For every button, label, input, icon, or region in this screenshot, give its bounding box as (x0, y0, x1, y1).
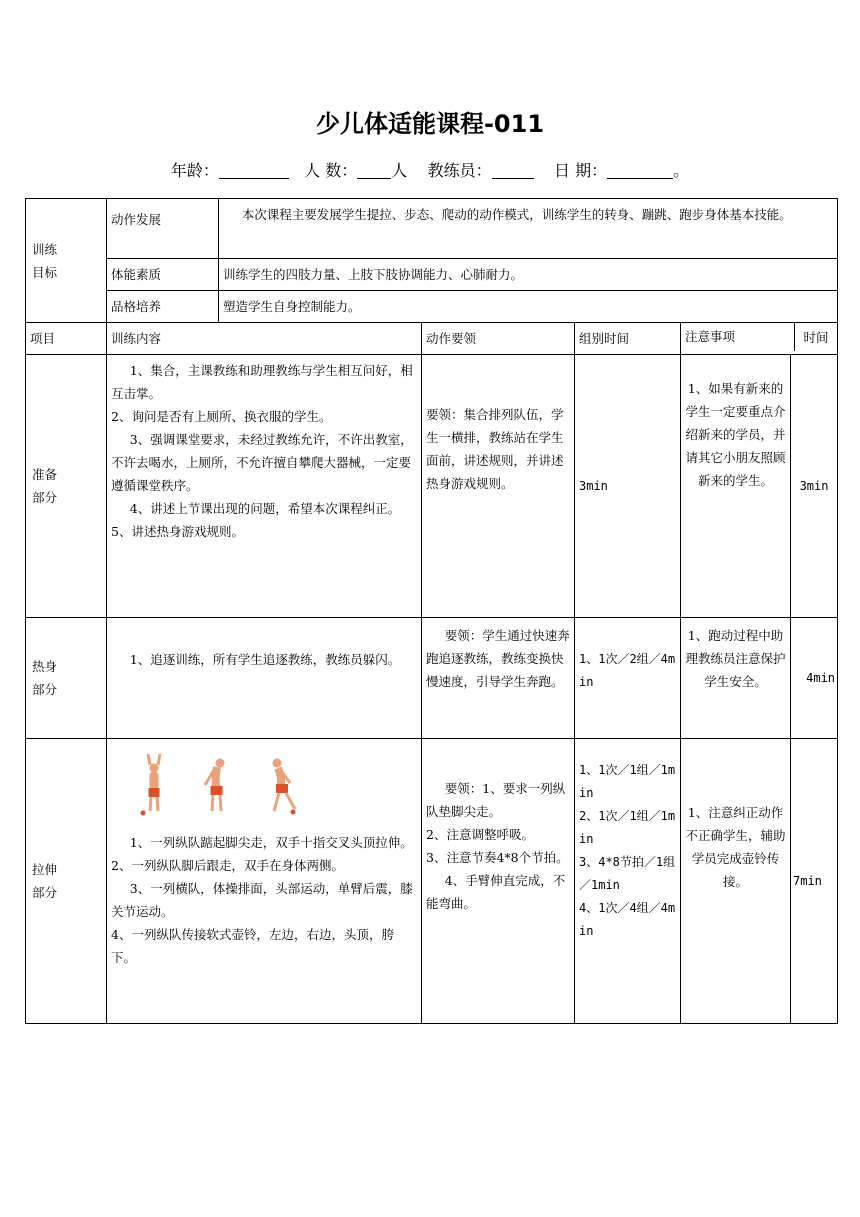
coach-label: 教练员： (427, 161, 492, 180)
content-line: 3、强调课堂要求，未经过教练允许，不许出教室，不许去喝水，上厕所，不允许擅自攀爬大器械，一定要遵循课堂秩序。 (111, 432, 413, 493)
meta-line (0, 158, 860, 181)
section-key-points: 要领：集合排列队伍，学生一横排，教练站在学生面前，讲述规则，并讲述热身游戏规则。 (422, 355, 575, 618)
header-group-time: 组别时间 (575, 323, 681, 355)
goal-text: 训练学生的四肢力量、上肢下肢协调能力、心肺耐力。 (219, 259, 838, 291)
goal-text: 塑造学生自身控制能力。 (219, 291, 838, 323)
content-line: 5、讲述热身游戏规则。 (111, 524, 244, 539)
section-notes: 1、注意纠正动作不正确学生，辅助学员完成壶铃传接。 (681, 739, 791, 1023)
group-time-line: 2、1次／1组／1min (579, 809, 676, 846)
count-blank (357, 162, 391, 179)
section-content (107, 618, 422, 739)
section-name: 拉伸 部分 (26, 739, 107, 1024)
header-row (26, 323, 838, 355)
section-notes: 1、跑动过程中助理教练员注意保护学生安全。 (681, 618, 791, 738)
stretch-figure-side-bend-icon (197, 753, 237, 817)
content-line: 4、一列纵队传接软式壶铃，左边，右边，头顶，胯下。 (111, 927, 394, 965)
header-key-points: 动作要领 (422, 323, 575, 355)
age-label: 年龄： (170, 161, 219, 180)
section-row-warmup (26, 618, 838, 739)
coach-blank (492, 162, 534, 179)
content-line: 1、一列纵队踮起脚尖走，双手十指交叉头顶拉伸。 (129, 835, 413, 850)
section-group-time: 1、1次／2组／4min (575, 618, 681, 739)
stretch-figure-lunge-icon (263, 753, 303, 817)
key-point-line: 4、手臂伸直完成，不能弯曲。 (426, 873, 566, 911)
date-blank (607, 162, 673, 179)
goal-row-character (26, 291, 838, 323)
count-label: 人 数： (304, 161, 358, 180)
stretch-figure-arms-up-icon (137, 753, 171, 817)
section-time: 7min (793, 873, 822, 888)
page-title: 少儿体适能课程-011 (315, 110, 545, 138)
section-notes-time (681, 739, 838, 1024)
section-content (107, 739, 422, 1024)
section-key-points (422, 739, 575, 1024)
content-line: 3、一列横队，体操排面，头部运动，单臂后震，膝关节运动。 (111, 881, 413, 919)
section-time: 4min (806, 670, 836, 685)
section-row-prep (26, 355, 838, 618)
content-line: 2、一列纵队脚后跟走，双手在身体两侧。 (111, 858, 344, 873)
header-notes: 注意事项 (681, 323, 795, 351)
lesson-table (25, 198, 838, 1024)
header-content: 训练内容 (107, 323, 422, 355)
section-content (107, 355, 422, 618)
section-key-points: 要领：学生通过快速奔跑追逐教练，教练变换快慢速度，引导学生奔跑。 (422, 618, 575, 739)
goal-row-motor (26, 199, 838, 259)
content-line: 4、讲述上节课出现的问题，希望本次课程纠正。 (129, 501, 401, 516)
key-point-line: 3、注意节奏4*8个节拍。 (426, 850, 569, 865)
goal-row-fitness (26, 259, 838, 291)
count-unit: 人 (391, 161, 408, 180)
goals-section-label: 训练 目标 (26, 199, 107, 323)
stretch-figures (111, 743, 417, 831)
section-notes: 1、如果有新来的学生一定要重点介绍新来的学员，并请其它小朋友照顾新来的学生。 (681, 355, 791, 617)
end-mark: 。 (673, 161, 690, 180)
header-project: 项目 (26, 323, 107, 355)
group-time-line: 3、4*8节拍／1组／1min (579, 855, 676, 892)
key-point-line: 要领：1、要求一列纵队垫脚尖走。 (426, 781, 566, 819)
goal-text: 本次课程主要发展学生提拉、步态、爬动的动作模式，训练学生的转身、蹦跳、跑步身体基本技能。 (219, 199, 838, 259)
section-group-time (575, 739, 681, 1024)
header-time: 时间 (803, 329, 829, 345)
section-time: 3min (799, 478, 829, 493)
group-time-line: 1、1次／1组／1min (579, 763, 676, 800)
section-notes-time (681, 618, 838, 739)
section-notes-time (681, 355, 838, 618)
content-line: 2、询问是否有上厕所、换衣服的学生。 (111, 409, 332, 424)
goal-label: 品格培养 (107, 291, 219, 323)
content-line: 1、集合，主课教练和助理教练与学生相互问好，相互击掌。 (111, 363, 413, 401)
content-line: 1、追逐训练，所有学生追逐教练，教练员躲闪。 (129, 652, 401, 667)
section-group-time: 3min (575, 355, 681, 618)
key-point-line: 2、注意调整呼吸。 (426, 827, 534, 842)
section-row-stretch (26, 739, 838, 1024)
date-label: 日 期： (553, 161, 608, 180)
header-notes-time (681, 323, 838, 355)
section-name: 准备 部分 (26, 355, 107, 618)
group-time-line: 4、1次／4组／4min (579, 901, 676, 938)
age-blank (219, 162, 289, 179)
goal-label: 体能素质 (107, 259, 219, 291)
section-name: 热身 部分 (26, 618, 107, 739)
goal-label: 动作发展 (107, 199, 219, 259)
